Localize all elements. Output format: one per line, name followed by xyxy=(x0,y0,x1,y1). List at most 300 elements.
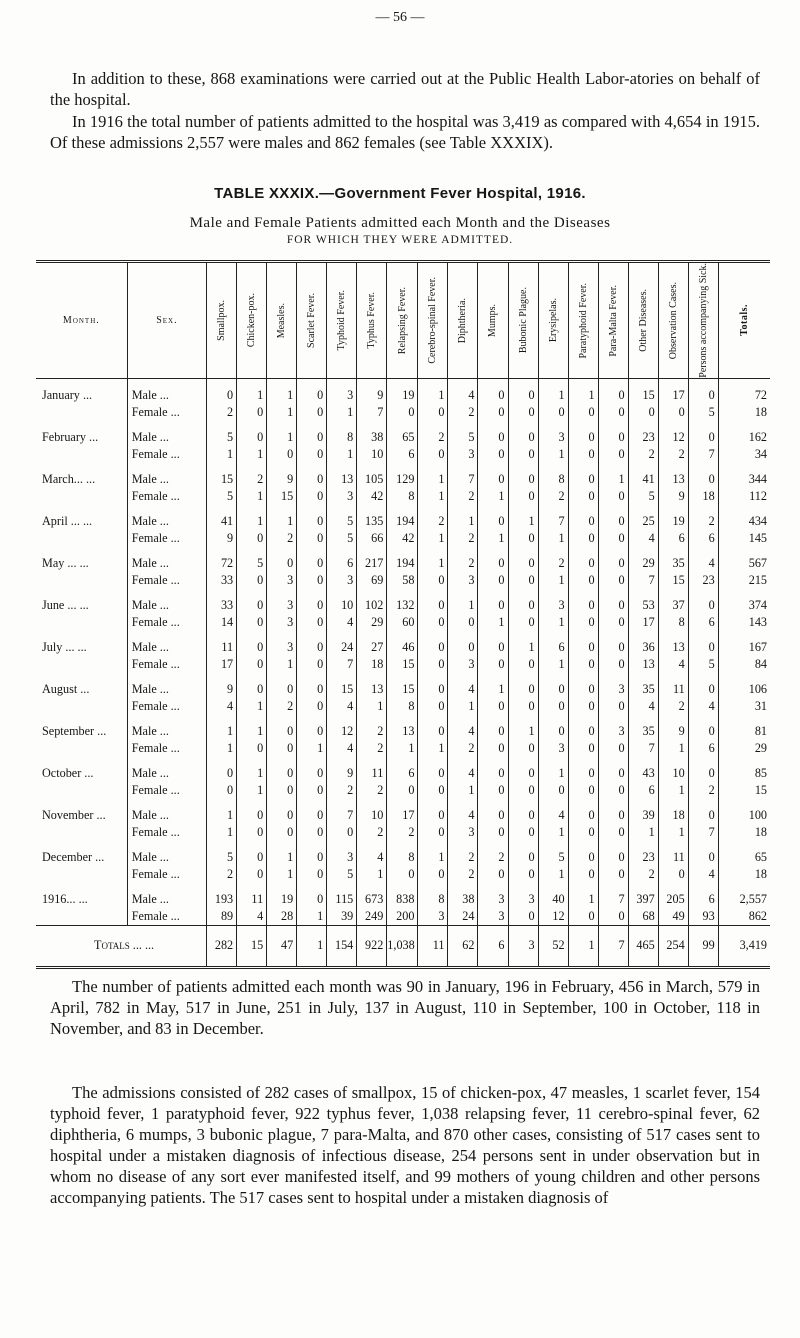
table-cell: 0 xyxy=(508,841,538,866)
table-cell: 4 xyxy=(628,530,658,547)
table-cell: 167 xyxy=(718,631,770,656)
table-cell: 0 xyxy=(568,572,598,589)
table-cell: 1 xyxy=(327,404,357,421)
table-row xyxy=(36,866,770,883)
table-cell: 0 xyxy=(478,404,508,421)
table-cell: 132 xyxy=(387,589,418,614)
table-cell: 0 xyxy=(508,463,538,488)
table-cell: 862 xyxy=(718,908,770,926)
table-cell: 3 xyxy=(448,656,478,673)
table-cell: 249 xyxy=(357,908,387,926)
table-cell: 0 xyxy=(237,530,267,547)
table-cell: 0 xyxy=(598,505,628,530)
table-cell: 0 xyxy=(478,589,508,614)
month-label-spacer xyxy=(36,740,127,757)
table-cell: 1 xyxy=(237,698,267,715)
table-row xyxy=(36,740,770,757)
header-disease xyxy=(568,262,598,379)
header-disease-label: Scarlet Fever. xyxy=(306,292,318,348)
table-cell: 1 xyxy=(207,740,237,757)
table-cell: 12 xyxy=(538,908,568,926)
table-cell: 0 xyxy=(418,698,448,715)
table-row xyxy=(36,421,770,446)
month-label: October ... xyxy=(42,765,94,780)
table-cell: 6 xyxy=(688,614,718,631)
sex-label: Female ... xyxy=(127,698,206,715)
sex-label: Female ... xyxy=(127,908,206,926)
header-disease xyxy=(508,262,538,379)
table-cell: 5 xyxy=(207,421,237,446)
table-cell: 17 xyxy=(658,378,688,404)
table-cell: 60 xyxy=(387,614,418,631)
table-body xyxy=(36,378,770,967)
table-cell: 0 xyxy=(568,589,598,614)
table-cell: 11 xyxy=(207,631,237,656)
table-cell: 11 xyxy=(237,883,267,908)
table-cell: 17 xyxy=(387,799,418,824)
table-row xyxy=(36,673,770,698)
table-cell: 4 xyxy=(448,378,478,404)
table-cell: 18 xyxy=(718,404,770,421)
table-cell: 0 xyxy=(237,673,267,698)
table-subtitle-2: FOR WHICH THEY WERE ADMITTED. xyxy=(286,234,514,246)
table-cell: 3 xyxy=(267,614,297,631)
table-cell: 0 xyxy=(598,799,628,824)
table-row xyxy=(36,446,770,463)
table-cell: 4 xyxy=(628,698,658,715)
table-cell: 0 xyxy=(598,841,628,866)
table-cell: 1 xyxy=(478,614,508,631)
table-cell: 374 xyxy=(718,589,770,614)
table-row xyxy=(36,505,770,530)
table-cell: 0 xyxy=(297,446,327,463)
table-cell: 4 xyxy=(357,841,387,866)
table-cell: 0 xyxy=(598,378,628,404)
table-cell: 89 xyxy=(207,908,237,926)
table-cell: 0 xyxy=(568,505,598,530)
table-cell: 1 xyxy=(508,631,538,656)
table-cell: 2 xyxy=(448,841,478,866)
totals-cell: 154 xyxy=(327,925,357,967)
header-month: Month. xyxy=(36,262,127,379)
table-row xyxy=(36,715,770,740)
sex-label: Female ... xyxy=(127,446,206,463)
table-cell: 19 xyxy=(387,378,418,404)
month-label-spacer xyxy=(36,908,127,926)
header-disease-label: Measles. xyxy=(276,302,288,338)
table-row xyxy=(36,572,770,589)
table-cell: 112 xyxy=(718,488,770,505)
table-cell: 18 xyxy=(718,824,770,841)
table-cell: 7 xyxy=(357,404,387,421)
header-disease xyxy=(327,262,357,379)
table-cell: 0 xyxy=(478,421,508,446)
table-cell: 0 xyxy=(418,631,448,656)
month-label: April ... ... xyxy=(42,513,93,528)
sex-label: Female ... xyxy=(127,572,206,589)
table-cell: 14 xyxy=(207,614,237,631)
table-cell: 1 xyxy=(538,614,568,631)
table-cell: 344 xyxy=(718,463,770,488)
table-cell: 4 xyxy=(448,799,478,824)
header-disease xyxy=(538,262,568,379)
table-cell: 0 xyxy=(568,488,598,505)
table-cell: 25 xyxy=(628,505,658,530)
table-cell: 0 xyxy=(568,782,598,799)
table-cell: 0 xyxy=(237,841,267,866)
table-cell: 0 xyxy=(418,782,448,799)
table-cell: 6 xyxy=(688,740,718,757)
table-cell: 6 xyxy=(688,530,718,547)
month-label: January ... xyxy=(42,387,93,402)
table-cell: 0 xyxy=(297,866,327,883)
table-cell: 1 xyxy=(418,530,448,547)
sex-label: Male ... xyxy=(127,631,206,656)
table-cell: 69 xyxy=(357,572,387,589)
table-row xyxy=(36,757,770,782)
table-cell: 0 xyxy=(418,715,448,740)
table-cell: 15 xyxy=(207,463,237,488)
totals-cell: 1 xyxy=(568,925,598,967)
table-cell: 0 xyxy=(418,404,448,421)
table-cell: 102 xyxy=(357,589,387,614)
table-cell: 3 xyxy=(267,572,297,589)
table-cell: 194 xyxy=(387,547,418,572)
table-subtitle-1: Male and Female Patients admitted each Month and the Diseases xyxy=(189,215,611,231)
table-cell: 0 xyxy=(598,824,628,841)
table-cell: 193 xyxy=(207,883,237,908)
table-cell: 0 xyxy=(297,421,327,446)
table-cell: 1 xyxy=(267,656,297,673)
table-cell: 3 xyxy=(267,589,297,614)
table-cell: 0 xyxy=(568,841,598,866)
table-cell: 0 xyxy=(267,824,297,841)
table-cell: 3 xyxy=(327,378,357,404)
table-cell: 397 xyxy=(628,883,658,908)
sex-label: Female ... xyxy=(127,614,206,631)
table-cell: 6 xyxy=(327,547,357,572)
table-cell: 0 xyxy=(297,530,327,547)
table-cell: 2 xyxy=(628,866,658,883)
table-cell: 23 xyxy=(688,572,718,589)
table-cell: 0 xyxy=(508,614,538,631)
header-disease-label: Other Diseases. xyxy=(637,288,649,352)
table-cell: 0 xyxy=(508,673,538,698)
table-cell: 0 xyxy=(568,698,598,715)
table-cell: 5 xyxy=(327,505,357,530)
table-row xyxy=(36,614,770,631)
table-cell: 0 xyxy=(448,614,478,631)
table-cell: 0 xyxy=(508,404,538,421)
table-cell: 3 xyxy=(598,715,628,740)
table-cell: 0 xyxy=(237,824,267,841)
table-cell: 6 xyxy=(387,446,418,463)
table-row xyxy=(36,782,770,799)
table-cell: 0 xyxy=(568,530,598,547)
table-row xyxy=(36,799,770,824)
table-cell: 13 xyxy=(658,631,688,656)
table-cell: 0 xyxy=(297,488,327,505)
sex-label: Male ... xyxy=(127,715,206,740)
table-cell: 17 xyxy=(628,614,658,631)
table-cell: 2 xyxy=(688,505,718,530)
totals-cell: 3,419 xyxy=(718,925,770,967)
month-label-spacer xyxy=(36,614,127,631)
table-cell: 0 xyxy=(237,589,267,614)
table-cell: 24 xyxy=(327,631,357,656)
table-cell: 4 xyxy=(448,757,478,782)
table-cell: 0 xyxy=(508,530,538,547)
table-cell: 6 xyxy=(658,530,688,547)
table-cell: 0 xyxy=(688,378,718,404)
table-cell: 5 xyxy=(688,656,718,673)
table-row xyxy=(36,378,770,404)
table-cell: 0 xyxy=(237,656,267,673)
table-cell: 0 xyxy=(538,673,568,698)
table-cell: 106 xyxy=(718,673,770,698)
table-cell: 0 xyxy=(297,589,327,614)
table-cell: 0 xyxy=(418,799,448,824)
disease-summary-paragraph: The admissions consisted of 282 cases of smallpox, 15 of chicken-pox, 47 measles, 1 scarlet fever, 154 typhoid fever, 1 paratyphoid fever, 922 typhus fever, 1,038 relapsing fever, 11 cerebro-spinal fever, 62 diphtheria, 6 mumps, 3 bubonic plague, 7 para-Malta, and 870 other cases, consisting of 517 cases sent to hospital under a mistaken diagnosis of infectious disease, 254 persons sent in under observation but in whom no disease of any sort ever manifested itself, and 99 mothers of young children and other persons accompanying patients. The 517 cases sent to hospital under a mistaken diagnosis of xyxy=(50,1083,760,1207)
table-cell: 0 xyxy=(418,866,448,883)
header-disease xyxy=(478,262,508,379)
table-row xyxy=(36,656,770,673)
table-cell: 7 xyxy=(688,824,718,841)
sex-label: Male ... xyxy=(127,589,206,614)
table-row xyxy=(36,488,770,505)
table-cell: 4 xyxy=(448,715,478,740)
table-cell: 0 xyxy=(478,505,508,530)
table-cell: 53 xyxy=(628,589,658,614)
table-cell: 673 xyxy=(357,883,387,908)
admissions-table-wrapper xyxy=(36,260,770,958)
table-cell: 0 xyxy=(478,572,508,589)
table-cell: 0 xyxy=(688,715,718,740)
table-cell: 0 xyxy=(568,656,598,673)
table-cell: 0 xyxy=(237,631,267,656)
table-cell: 0 xyxy=(418,446,448,463)
table-cell: 84 xyxy=(718,656,770,673)
table-cell: 9 xyxy=(327,757,357,782)
header-disease xyxy=(628,262,658,379)
table-cell: 1 xyxy=(538,446,568,463)
table-cell: 3 xyxy=(478,908,508,926)
header-disease-label: Smallpox. xyxy=(216,299,228,341)
totals-cell: 1,038 xyxy=(387,925,418,967)
table-cell: 0 xyxy=(267,547,297,572)
table-cell: 0 xyxy=(478,866,508,883)
table-cell: 0 xyxy=(688,799,718,824)
header-disease-label: Relapsing Fever. xyxy=(396,286,408,354)
table-cell: 1 xyxy=(357,698,387,715)
table-cell: 2 xyxy=(448,740,478,757)
table-cell: 215 xyxy=(718,572,770,589)
table-cell: 9 xyxy=(207,673,237,698)
table-cell: 7 xyxy=(598,883,628,908)
table-cell: 31 xyxy=(718,698,770,715)
table-cell: 1 xyxy=(598,463,628,488)
header-disease-label: Paratyphoid Fever. xyxy=(577,282,589,359)
header-disease xyxy=(387,262,418,379)
table-cell: 0 xyxy=(688,757,718,782)
table-cell: 1 xyxy=(267,404,297,421)
table-cell: 6 xyxy=(628,782,658,799)
table-cell: 3 xyxy=(478,883,508,908)
header-disease-label: Cerebro-spinal Fever. xyxy=(427,277,439,364)
table-cell: 1 xyxy=(568,378,598,404)
table-cell: 35 xyxy=(628,673,658,698)
totals-cell: 3 xyxy=(508,925,538,967)
table-cell: 0 xyxy=(568,866,598,883)
table-cell: 0 xyxy=(237,404,267,421)
totals-cell: 47 xyxy=(267,925,297,967)
table-row xyxy=(36,824,770,841)
table-cell: 0 xyxy=(418,757,448,782)
table-cell: 0 xyxy=(598,547,628,572)
table-cell: 1 xyxy=(237,505,267,530)
table-cell: 18 xyxy=(718,866,770,883)
table-cell: 1 xyxy=(508,505,538,530)
sex-label: Female ... xyxy=(127,530,206,547)
month-label-spacer xyxy=(36,404,127,421)
header-disease-label: Typhoid Fever. xyxy=(336,290,348,351)
table-cell: 0 xyxy=(297,824,327,841)
totals-cell: 282 xyxy=(207,925,237,967)
table-cell: 1 xyxy=(568,883,598,908)
table-cell: 2 xyxy=(207,866,237,883)
month-label: November ... xyxy=(42,807,106,822)
page-number: — 56 — xyxy=(375,10,425,25)
table-cell: 15 xyxy=(387,656,418,673)
table-cell: 2 xyxy=(327,782,357,799)
table-cell: 0 xyxy=(688,589,718,614)
table-cell: 12 xyxy=(327,715,357,740)
header-disease xyxy=(658,262,688,379)
table-cell: 0 xyxy=(508,782,538,799)
table-cell: 0 xyxy=(267,782,297,799)
table-cell: 4 xyxy=(327,698,357,715)
table-cell: 200 xyxy=(387,908,418,926)
table-cell: 18 xyxy=(357,656,387,673)
table-cell: 3 xyxy=(267,631,297,656)
month-label-spacer xyxy=(36,656,127,673)
table-cell: 1 xyxy=(237,782,267,799)
sex-label: Male ... xyxy=(127,421,206,446)
sex-label: Male ... xyxy=(127,547,206,572)
table-row xyxy=(36,698,770,715)
table-cell: 2 xyxy=(538,547,568,572)
table-cell: 5 xyxy=(207,841,237,866)
table-cell: 3 xyxy=(538,740,568,757)
table-cell: 2 xyxy=(418,505,448,530)
table-cell: 0 xyxy=(538,782,568,799)
table-cell: 17 xyxy=(207,656,237,673)
totals-cell: 254 xyxy=(658,925,688,967)
table-cell: 1 xyxy=(448,505,478,530)
table-cell: 162 xyxy=(718,421,770,446)
table-cell: 5 xyxy=(538,841,568,866)
table-cell: 2 xyxy=(387,824,418,841)
sex-label: Female ... xyxy=(127,782,206,799)
sex-label: Female ... xyxy=(127,656,206,673)
table-cell: 2 xyxy=(448,404,478,421)
table-cell: 43 xyxy=(628,757,658,782)
table-cell: 15 xyxy=(267,488,297,505)
month-label-spacer xyxy=(36,824,127,841)
table-cell: 9 xyxy=(207,530,237,547)
header-disease-label: Observation Cases. xyxy=(667,281,679,359)
table-cell: 41 xyxy=(207,505,237,530)
table-cell: 0 xyxy=(237,740,267,757)
table-cell: 66 xyxy=(357,530,387,547)
table-cell: 0 xyxy=(598,589,628,614)
table-cell: 0 xyxy=(297,463,327,488)
header-disease-label: Persons accompanying Sick. xyxy=(697,263,709,378)
table-cell: 0 xyxy=(568,673,598,698)
table-cell: 0 xyxy=(628,404,658,421)
table-cell: 1 xyxy=(538,757,568,782)
header-disease xyxy=(718,262,770,379)
table-cell: 0 xyxy=(478,631,508,656)
table-cell: 0 xyxy=(658,404,688,421)
table-cell: 0 xyxy=(297,614,327,631)
table-cell: 7 xyxy=(327,799,357,824)
intro-paragraph-1: In addition to these, 868 examinations were carried out at the Public Health Labor-atories on behalf of the hospital. xyxy=(50,69,760,109)
table-cell: 0 xyxy=(598,757,628,782)
table-cell: 1 xyxy=(538,824,568,841)
header-disease xyxy=(237,262,267,379)
table-cell: 9 xyxy=(658,488,688,505)
table-cell: 0 xyxy=(508,866,538,883)
header-disease-label: Para-Malta Fever. xyxy=(607,284,619,357)
table-cell: 15 xyxy=(628,378,658,404)
table-cell: 7 xyxy=(688,446,718,463)
table-cell: 10 xyxy=(327,589,357,614)
table-cell: 0 xyxy=(598,631,628,656)
intro-paragraph-2: In 1916 the total number of patients admitted to the hospital was 3,419 as compared with 4,654 in 1915. Of these admissions 2,557 were males and 862 females (see Table XXXIX). xyxy=(50,112,760,152)
month-label: September ... xyxy=(42,723,107,738)
table-cell: 0 xyxy=(568,614,598,631)
table-cell: 0 xyxy=(297,656,327,673)
table-cell: 1 xyxy=(237,757,267,782)
table-cell: 1 xyxy=(538,866,568,883)
table-cell: 2 xyxy=(448,547,478,572)
table-cell: 0 xyxy=(207,757,237,782)
totals-cell: 15 xyxy=(237,925,267,967)
table-cell: 143 xyxy=(718,614,770,631)
table-cell: 1 xyxy=(478,530,508,547)
table-cell: 35 xyxy=(628,715,658,740)
table-cell: 5 xyxy=(448,421,478,446)
table-cell: 1 xyxy=(448,589,478,614)
table-cell: 2 xyxy=(357,740,387,757)
header-disease xyxy=(357,262,387,379)
table-cell: 1 xyxy=(418,841,448,866)
table-cell: 81 xyxy=(718,715,770,740)
table-cell: 0 xyxy=(598,782,628,799)
table-cell: 9 xyxy=(658,715,688,740)
table-cell: 0 xyxy=(478,740,508,757)
table-cell: 33 xyxy=(207,589,237,614)
table-cell: 0 xyxy=(688,841,718,866)
table-cell: 0 xyxy=(297,841,327,866)
table-cell: 35 xyxy=(658,547,688,572)
header-sex: Sex. xyxy=(127,262,206,379)
table-cell: 0 xyxy=(568,404,598,421)
table-cell: 46 xyxy=(387,631,418,656)
table-cell: 0 xyxy=(297,673,327,698)
table-cell: 0 xyxy=(297,883,327,908)
